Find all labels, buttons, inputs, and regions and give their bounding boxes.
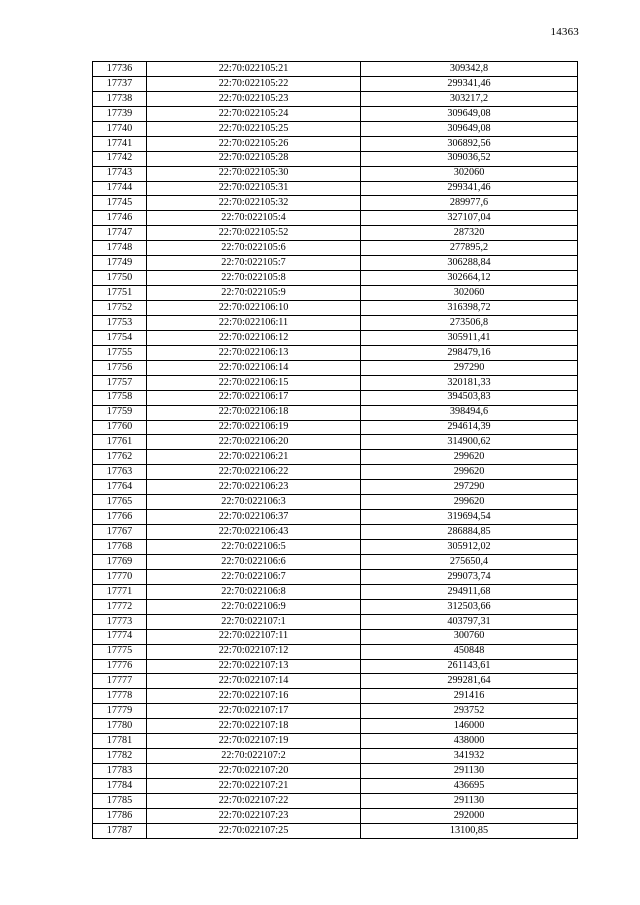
cadastral-number-cell: 22:70:022106:6 xyxy=(147,554,361,569)
table-row xyxy=(93,525,578,540)
cadastral-number-cell: 22:70:022107:13 xyxy=(147,659,361,674)
cadastral-value-cell: 289977,6 xyxy=(361,196,578,211)
table-row xyxy=(93,301,578,316)
cadastral-number-cell: 22:70:022107:11 xyxy=(147,629,361,644)
cadastral-number-cell: 22:70:022106:8 xyxy=(147,584,361,599)
table-row xyxy=(93,166,578,181)
row-number-cell: 17777 xyxy=(93,674,147,689)
table-row xyxy=(93,823,578,838)
cadastral-number-cell: 22:70:022105:8 xyxy=(147,271,361,286)
row-number-cell: 17753 xyxy=(93,315,147,330)
table-row xyxy=(93,704,578,719)
row-number-cell: 17786 xyxy=(93,808,147,823)
cadastral-value-cell: 438000 xyxy=(361,734,578,749)
table-row xyxy=(93,91,578,106)
cadastral-number-cell: 22:70:022105:6 xyxy=(147,241,361,256)
cadastral-number-cell: 22:70:022107:1 xyxy=(147,614,361,629)
cadastral-value-cell: 398494,6 xyxy=(361,405,578,420)
cadastral-number-cell: 22:70:022106:12 xyxy=(147,330,361,345)
cadastral-number-cell: 22:70:022106:37 xyxy=(147,510,361,525)
row-number-cell: 17739 xyxy=(93,106,147,121)
table-row xyxy=(93,674,578,689)
table-row xyxy=(93,241,578,256)
table-row xyxy=(93,554,578,569)
cadastral-number-cell: 22:70:022107:23 xyxy=(147,808,361,823)
cadastral-value-cell: 299620 xyxy=(361,450,578,465)
table-row xyxy=(93,749,578,764)
cadastral-value-cell: 291130 xyxy=(361,793,578,808)
cadastral-number-cell: 22:70:022105:4 xyxy=(147,211,361,226)
row-number-cell: 17770 xyxy=(93,569,147,584)
cadastral-value-cell: 450848 xyxy=(361,644,578,659)
cadastral-value-cell: 305911,41 xyxy=(361,330,578,345)
table-row xyxy=(93,599,578,614)
cadastral-number-cell: 22:70:022107:2 xyxy=(147,749,361,764)
row-number-cell: 17764 xyxy=(93,480,147,495)
row-number-cell: 17756 xyxy=(93,360,147,375)
table-row xyxy=(93,121,578,136)
row-number-cell: 17749 xyxy=(93,256,147,271)
row-number-cell: 17765 xyxy=(93,495,147,510)
cadastral-value-cell: 294614,39 xyxy=(361,420,578,435)
row-number-cell: 17780 xyxy=(93,719,147,734)
cadastral-number-cell: 22:70:022105:23 xyxy=(147,91,361,106)
cadastral-number-cell: 22:70:022105:26 xyxy=(147,136,361,151)
table-row xyxy=(93,734,578,749)
cadastral-value-cell: 299620 xyxy=(361,495,578,510)
cadastral-value-cell: 306892,56 xyxy=(361,136,578,151)
row-number-cell: 17742 xyxy=(93,151,147,166)
table-row xyxy=(93,779,578,794)
cadastral-value-cell: 13100,85 xyxy=(361,823,578,838)
cadastral-value-cell: 309342,8 xyxy=(361,62,578,77)
cadastral-value-cell: 299620 xyxy=(361,465,578,480)
row-number-cell: 17741 xyxy=(93,136,147,151)
cadastral-number-cell: 22:70:022107:12 xyxy=(147,644,361,659)
cadastral-number-cell: 22:70:022106:19 xyxy=(147,420,361,435)
row-number-cell: 17759 xyxy=(93,405,147,420)
table-row xyxy=(93,689,578,704)
row-number-cell: 17738 xyxy=(93,91,147,106)
row-number-cell: 17775 xyxy=(93,644,147,659)
table-row xyxy=(93,420,578,435)
row-number-cell: 17776 xyxy=(93,659,147,674)
table-row xyxy=(93,480,578,495)
table-row xyxy=(93,181,578,196)
cadastral-number-cell: 22:70:022106:11 xyxy=(147,315,361,330)
cadastral-number-cell: 22:70:022105:25 xyxy=(147,121,361,136)
cadastral-number-cell: 22:70:022106:13 xyxy=(147,345,361,360)
cadastral-number-cell: 22:70:022106:22 xyxy=(147,465,361,480)
cadastral-value-cell: 303217,2 xyxy=(361,91,578,106)
cadastral-value-cell: 309649,08 xyxy=(361,106,578,121)
cadastral-number-cell: 22:70:022106:23 xyxy=(147,480,361,495)
table-row xyxy=(93,510,578,525)
cadastral-number-cell: 22:70:022107:20 xyxy=(147,764,361,779)
row-number-cell: 17774 xyxy=(93,629,147,644)
table-row xyxy=(93,644,578,659)
table-row xyxy=(93,719,578,734)
table-row xyxy=(93,435,578,450)
row-number-cell: 17779 xyxy=(93,704,147,719)
cadastral-value-cell: 327107,04 xyxy=(361,211,578,226)
cadastral-number-cell: 22:70:022107:18 xyxy=(147,719,361,734)
cadastral-number-cell: 22:70:022107:14 xyxy=(147,674,361,689)
row-number-cell: 17744 xyxy=(93,181,147,196)
row-number-cell: 17787 xyxy=(93,823,147,838)
row-number-cell: 17757 xyxy=(93,375,147,390)
cadastral-value-cell: 291130 xyxy=(361,764,578,779)
cadastral-number-cell: 22:70:022106:14 xyxy=(147,360,361,375)
row-number-cell: 17785 xyxy=(93,793,147,808)
cadastral-number-cell: 22:70:022107:17 xyxy=(147,704,361,719)
table-row xyxy=(93,465,578,480)
cadastral-number-cell: 22:70:022105:31 xyxy=(147,181,361,196)
row-number-cell: 17760 xyxy=(93,420,147,435)
cadastral-number-cell: 22:70:022105:28 xyxy=(147,151,361,166)
cadastral-number-cell: 22:70:022106:5 xyxy=(147,540,361,555)
table-row xyxy=(93,450,578,465)
table-row xyxy=(93,136,578,151)
cadastral-number-cell: 22:70:022105:30 xyxy=(147,166,361,181)
cadastral-value-cell: 291416 xyxy=(361,689,578,704)
row-number-cell: 17771 xyxy=(93,584,147,599)
cadastral-number-cell: 22:70:022105:32 xyxy=(147,196,361,211)
cadastral-value-cell: 297290 xyxy=(361,360,578,375)
row-number-cell: 17784 xyxy=(93,779,147,794)
table-row xyxy=(93,569,578,584)
cadastral-value-cell: 305912,02 xyxy=(361,540,578,555)
row-number-cell: 17768 xyxy=(93,540,147,555)
cadastral-number-cell: 22:70:022105:22 xyxy=(147,76,361,91)
table-row xyxy=(93,584,578,599)
table-row xyxy=(93,390,578,405)
table-body xyxy=(93,62,578,839)
cadastral-number-cell: 22:70:022105:24 xyxy=(147,106,361,121)
row-number-cell: 17745 xyxy=(93,196,147,211)
cadastral-number-cell: 22:70:022106:3 xyxy=(147,495,361,510)
cadastral-value-cell: 403797,31 xyxy=(361,614,578,629)
table-row xyxy=(93,286,578,301)
row-number-cell: 17751 xyxy=(93,286,147,301)
table-row xyxy=(93,211,578,226)
cadastral-value-cell: 299341,46 xyxy=(361,181,578,196)
table-row xyxy=(93,226,578,241)
table-row xyxy=(93,271,578,286)
cadastral-number-cell: 22:70:022107:16 xyxy=(147,689,361,704)
cadastral-value-cell: 297290 xyxy=(361,480,578,495)
cadastral-number-cell: 22:70:022105:52 xyxy=(147,226,361,241)
row-number-cell: 17783 xyxy=(93,764,147,779)
table-row xyxy=(93,629,578,644)
cadastral-value-cell: 436695 xyxy=(361,779,578,794)
cadastral-value-cell: 273506,8 xyxy=(361,315,578,330)
row-number-cell: 17740 xyxy=(93,121,147,136)
cadastral-number-cell: 22:70:022106:15 xyxy=(147,375,361,390)
row-number-cell: 17772 xyxy=(93,599,147,614)
cadastral-value-cell: 287320 xyxy=(361,226,578,241)
row-number-cell: 17769 xyxy=(93,554,147,569)
cadastral-value-cell: 302060 xyxy=(361,166,578,181)
cadastral-value-cell: 319694,54 xyxy=(361,510,578,525)
row-number-cell: 17773 xyxy=(93,614,147,629)
table-row xyxy=(93,315,578,330)
row-number-cell: 17746 xyxy=(93,211,147,226)
cadastral-number-cell: 22:70:022107:22 xyxy=(147,793,361,808)
row-number-cell: 17766 xyxy=(93,510,147,525)
row-number-cell: 17752 xyxy=(93,301,147,316)
cadastral-number-cell: 22:70:022106:18 xyxy=(147,405,361,420)
cadastral-value-cell: 300760 xyxy=(361,629,578,644)
table-row xyxy=(93,360,578,375)
cadastral-value-cell: 320181,33 xyxy=(361,375,578,390)
table-row xyxy=(93,345,578,360)
table-row xyxy=(93,659,578,674)
cadastral-value-cell: 299073,74 xyxy=(361,569,578,584)
cadastral-number-cell: 22:70:022106:9 xyxy=(147,599,361,614)
row-number-cell: 17748 xyxy=(93,241,147,256)
cadastral-value-cell: 299341,46 xyxy=(361,76,578,91)
row-number-cell: 17758 xyxy=(93,390,147,405)
row-number-cell: 17737 xyxy=(93,76,147,91)
row-number-cell: 17782 xyxy=(93,749,147,764)
cadastral-value-cell: 275650,4 xyxy=(361,554,578,569)
cadastral-value-cell: 299281,64 xyxy=(361,674,578,689)
row-number-cell: 17743 xyxy=(93,166,147,181)
table-row xyxy=(93,614,578,629)
page-number: 14363 xyxy=(550,26,579,38)
table-row xyxy=(93,256,578,271)
table-row xyxy=(93,793,578,808)
cadastral-value-cell: 286884,85 xyxy=(361,525,578,540)
table-row xyxy=(93,405,578,420)
cadastral-value-cell: 298479,16 xyxy=(361,345,578,360)
cadastral-value-cell: 309649,08 xyxy=(361,121,578,136)
table-row xyxy=(93,808,578,823)
row-number-cell: 17762 xyxy=(93,450,147,465)
cadastral-number-cell: 22:70:022107:21 xyxy=(147,779,361,794)
cadastral-value-cell: 394503,83 xyxy=(361,390,578,405)
cadastral-value-cell: 309036,52 xyxy=(361,151,578,166)
cadastral-number-cell: 22:70:022107:25 xyxy=(147,823,361,838)
table-row xyxy=(93,375,578,390)
row-number-cell: 17781 xyxy=(93,734,147,749)
row-number-cell: 17778 xyxy=(93,689,147,704)
cadastral-number-cell: 22:70:022106:10 xyxy=(147,301,361,316)
cadastral-value-cell: 306288,84 xyxy=(361,256,578,271)
table-row xyxy=(93,76,578,91)
cadastral-value-cell: 302664,12 xyxy=(361,271,578,286)
row-number-cell: 17767 xyxy=(93,525,147,540)
table-row xyxy=(93,330,578,345)
cadastral-value-cell: 316398,72 xyxy=(361,301,578,316)
cadastral-value-cell: 341932 xyxy=(361,749,578,764)
table-row xyxy=(93,151,578,166)
cadastral-number-cell: 22:70:022106:43 xyxy=(147,525,361,540)
table-row xyxy=(93,106,578,121)
cadastral-value-cell: 293752 xyxy=(361,704,578,719)
cadastral-number-cell: 22:70:022107:19 xyxy=(147,734,361,749)
cadastral-number-cell: 22:70:022106:20 xyxy=(147,435,361,450)
cadastral-value-cell: 302060 xyxy=(361,286,578,301)
cadastral-value-cell: 314900,62 xyxy=(361,435,578,450)
cadastral-value-cell: 261143,61 xyxy=(361,659,578,674)
cadastral-value-cell: 292000 xyxy=(361,808,578,823)
cadastral-number-cell: 22:70:022105:7 xyxy=(147,256,361,271)
row-number-cell: 17754 xyxy=(93,330,147,345)
cadastral-value-table xyxy=(92,61,578,839)
cadastral-number-cell: 22:70:022106:21 xyxy=(147,450,361,465)
cadastral-value-cell: 294911,68 xyxy=(361,584,578,599)
table-row xyxy=(93,495,578,510)
table-row xyxy=(93,764,578,779)
row-number-cell: 17761 xyxy=(93,435,147,450)
cadastral-number-cell: 22:70:022106:7 xyxy=(147,569,361,584)
cadastral-number-cell: 22:70:022105:21 xyxy=(147,62,361,77)
cadastral-number-cell: 22:70:022106:17 xyxy=(147,390,361,405)
table-row xyxy=(93,540,578,555)
table-row xyxy=(93,62,578,77)
cadastral-value-cell: 146000 xyxy=(361,719,578,734)
table-row xyxy=(93,196,578,211)
cadastral-value-cell: 312503,66 xyxy=(361,599,578,614)
row-number-cell: 17750 xyxy=(93,271,147,286)
cadastral-number-cell: 22:70:022105:9 xyxy=(147,286,361,301)
row-number-cell: 17763 xyxy=(93,465,147,480)
row-number-cell: 17747 xyxy=(93,226,147,241)
row-number-cell: 17755 xyxy=(93,345,147,360)
row-number-cell: 17736 xyxy=(93,62,147,77)
cadastral-value-cell: 277895,2 xyxy=(361,241,578,256)
